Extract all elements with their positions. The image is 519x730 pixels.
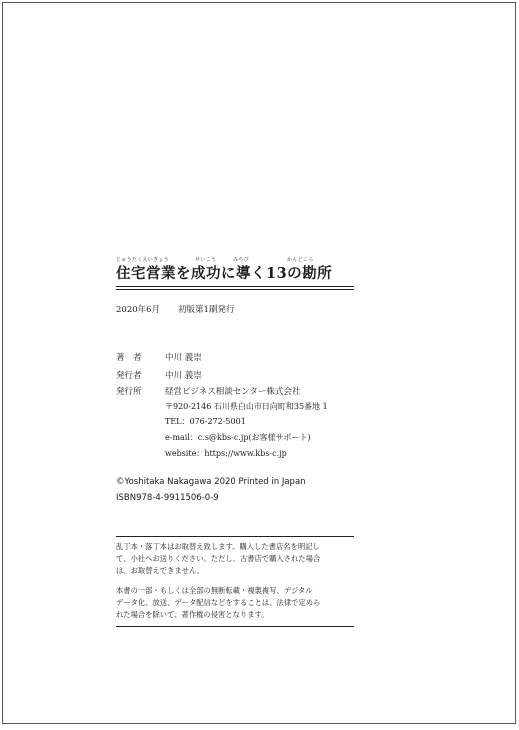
publisher-email: e-mail：c.s@kbs-c.jp(お客様サポート) <box>165 433 311 442</box>
notice-rule-top <box>116 536 354 537</box>
notice-line: て、小社へお送りください。ただし、古書店で購入された場合 <box>116 554 321 564</box>
notice-line: データ化、放送、データ配信などをすることは、法律で定めら <box>116 598 321 608</box>
replacement-notice <box>116 541 320 578</box>
notice-line: 乱丁本・落丁本はお取替え致します。購入した書店名を明記し <box>116 542 320 551</box>
copyright-notice <box>116 585 320 622</box>
book-title: 住宅営業を成功に導く13の勘所 <box>116 265 333 282</box>
title-ruby: みちび <box>233 257 249 263</box>
publisher-name: 経営ビジネス相談センター株式会社 <box>165 387 301 397</box>
title-ruby: じゅうたくえいぎょう <box>116 257 170 263</box>
publisher-website: website：https://www.kbs-c.jp <box>165 449 287 458</box>
publisher-label: 発行所 <box>116 387 142 397</box>
edition-printing: 初版第1刷発行 <box>178 305 235 315</box>
notice-line: 本書の一部・もしくは全部の無断転載・複製複写、デジタル <box>116 586 313 595</box>
title-rule-top <box>116 286 354 287</box>
edition-date: 2020年6月 <box>116 305 161 315</box>
notice-rule-bottom <box>116 626 354 627</box>
title-ruby: かんどころ <box>287 257 314 263</box>
author-label: 著 者 <box>116 353 142 363</box>
copyright-line: ©Yoshitaka Nakagawa 2020 Printed in Japan <box>116 477 306 487</box>
colophon-page <box>2 2 516 724</box>
publisher-phone: TEL：076-272-5001 <box>165 417 246 426</box>
issuer-name: 中川 義崇 <box>165 371 202 381</box>
issuer-label: 発行者 <box>116 371 142 381</box>
notice-line: は、お取替えできません。 <box>116 566 204 576</box>
title-ruby: せいこう <box>195 257 217 263</box>
isbn-line: ISBN978-4-9911506-0-9 <box>116 493 219 503</box>
publisher-address: 〒920-2146 石川県白山市日向町和35番地 1 <box>165 402 328 411</box>
notice-line: れた場合を除いて、著作権の侵害となります。 <box>116 610 269 620</box>
edition-line <box>116 303 234 315</box>
author-name: 中川 義崇 <box>165 353 202 363</box>
title-rule-bottom <box>116 289 354 290</box>
